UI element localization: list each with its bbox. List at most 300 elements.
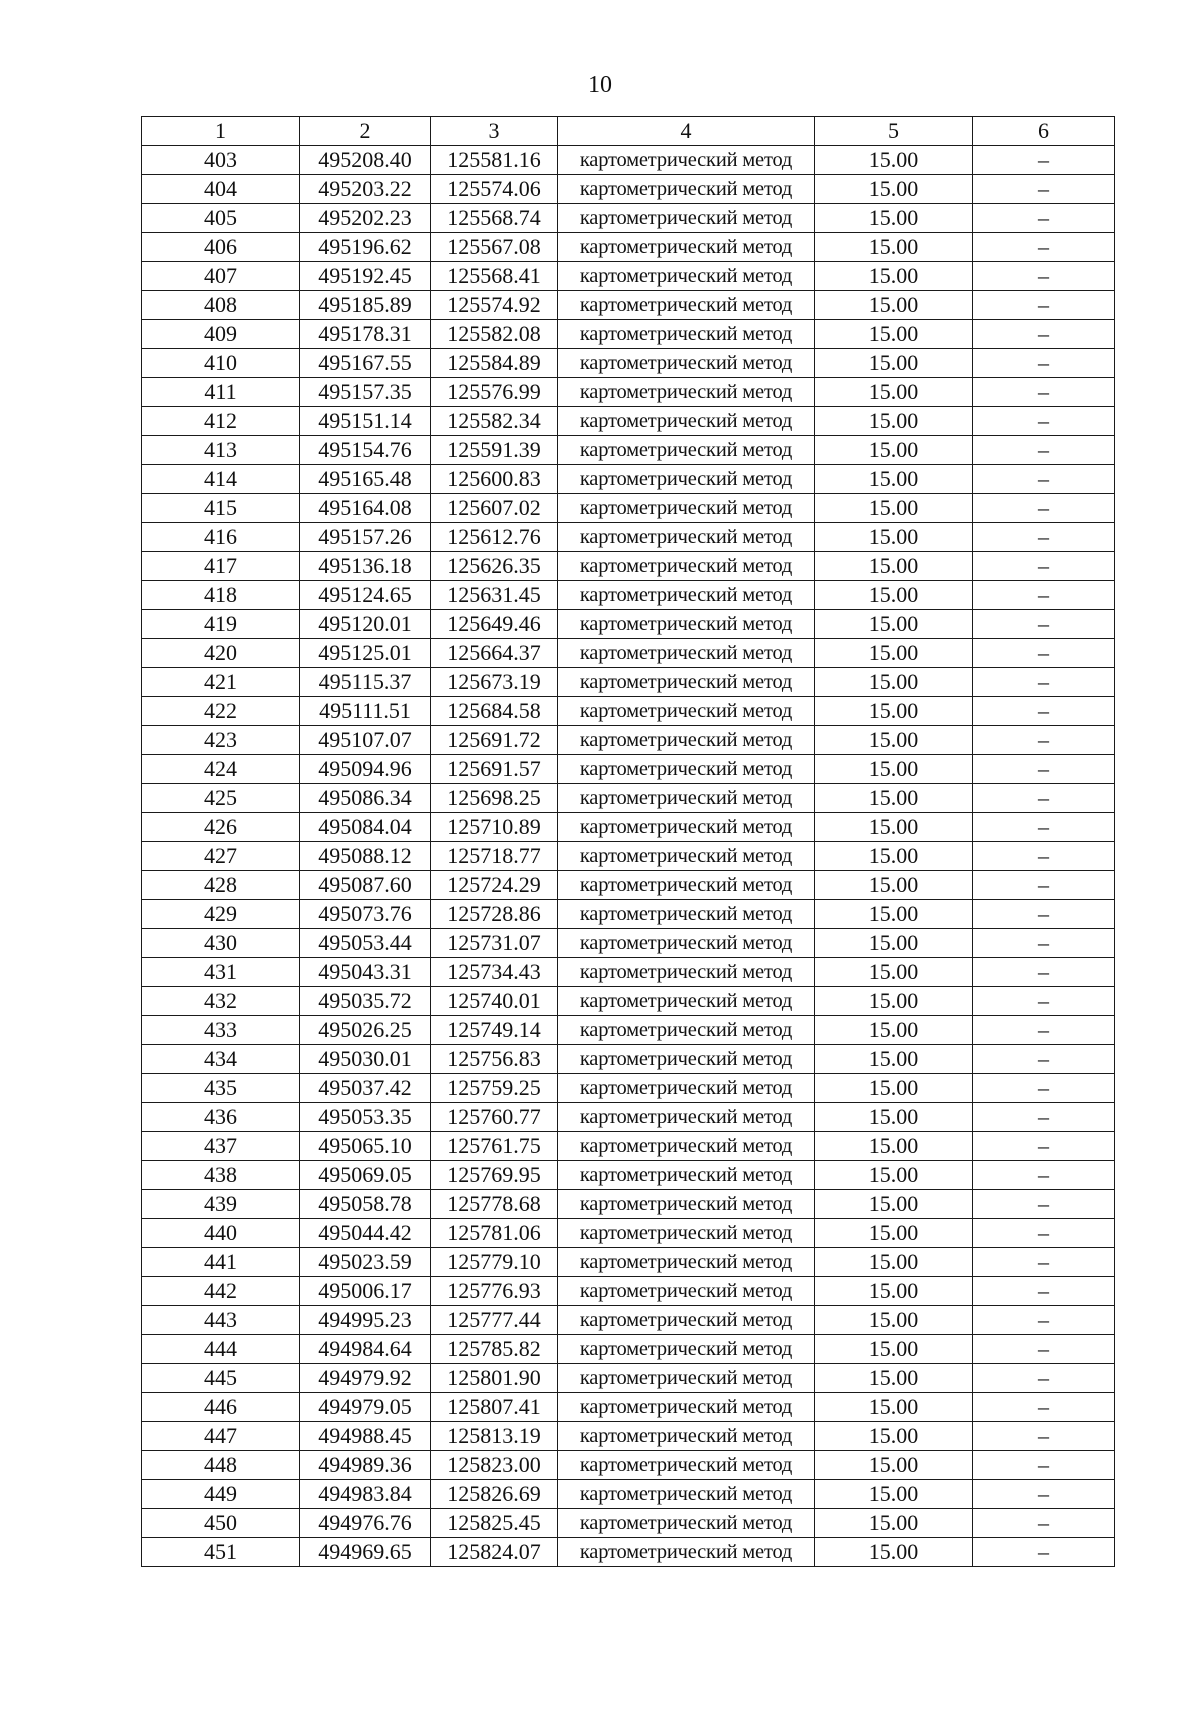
method-cell: картометрический метод: [558, 755, 815, 784]
note-cell: –: [973, 1219, 1115, 1248]
table-row: [142, 436, 1115, 465]
point-number-cell: 441: [142, 1248, 300, 1277]
precision-cell: 15.00: [815, 233, 973, 262]
x-coordinate-cell: 495026.25: [300, 1016, 431, 1045]
y-coordinate-cell: 125581.16: [431, 146, 558, 175]
precision-cell: 15.00: [815, 1422, 973, 1451]
x-coordinate-cell: 495037.42: [300, 1074, 431, 1103]
precision-cell: 15.00: [815, 871, 973, 900]
table-row: [142, 233, 1115, 262]
note-cell: –: [973, 233, 1115, 262]
point-number-cell: 451: [142, 1538, 300, 1567]
x-coordinate-cell: 494979.92: [300, 1364, 431, 1393]
x-coordinate-cell: 495087.60: [300, 871, 431, 900]
point-number-cell: 422: [142, 697, 300, 726]
x-coordinate-cell: 495053.35: [300, 1103, 431, 1132]
y-coordinate-cell: 125582.08: [431, 320, 558, 349]
column-header-6: 6: [973, 117, 1115, 146]
note-cell: –: [973, 175, 1115, 204]
note-cell: –: [973, 1045, 1115, 1074]
precision-cell: 15.00: [815, 842, 973, 871]
table-row: [142, 1074, 1115, 1103]
precision-cell: 15.00: [815, 958, 973, 987]
precision-cell: 15.00: [815, 1016, 973, 1045]
method-cell: картометрический метод: [558, 1103, 815, 1132]
method-cell: картометрический метод: [558, 407, 815, 436]
y-coordinate-cell: 125698.25: [431, 784, 558, 813]
x-coordinate-cell: 494976.76: [300, 1509, 431, 1538]
table-row: [142, 291, 1115, 320]
table-row: [142, 668, 1115, 697]
precision-cell: 15.00: [815, 929, 973, 958]
x-coordinate-cell: 495151.14: [300, 407, 431, 436]
precision-cell: 15.00: [815, 320, 973, 349]
table-row: [142, 784, 1115, 813]
point-number-cell: 410: [142, 349, 300, 378]
note-cell: –: [973, 610, 1115, 639]
method-cell: картометрический метод: [558, 1190, 815, 1219]
point-number-cell: 440: [142, 1219, 300, 1248]
note-cell: –: [973, 1161, 1115, 1190]
x-coordinate-cell: 495073.76: [300, 900, 431, 929]
method-cell: картометрический метод: [558, 581, 815, 610]
x-coordinate-cell: 495203.22: [300, 175, 431, 204]
x-coordinate-cell: 495178.31: [300, 320, 431, 349]
point-number-cell: 420: [142, 639, 300, 668]
table-row: [142, 1480, 1115, 1509]
y-coordinate-cell: 125673.19: [431, 668, 558, 697]
point-number-cell: 447: [142, 1422, 300, 1451]
x-coordinate-cell: 495164.08: [300, 494, 431, 523]
point-number-cell: 412: [142, 407, 300, 436]
x-coordinate-cell: 495084.04: [300, 813, 431, 842]
method-cell: картометрический метод: [558, 291, 815, 320]
x-coordinate-cell: 495157.35: [300, 378, 431, 407]
y-coordinate-cell: 125684.58: [431, 697, 558, 726]
point-number-cell: 407: [142, 262, 300, 291]
note-cell: –: [973, 813, 1115, 842]
method-cell: картометрический метод: [558, 1509, 815, 1538]
x-coordinate-cell: 495154.76: [300, 436, 431, 465]
note-cell: –: [973, 1422, 1115, 1451]
precision-cell: 15.00: [815, 1277, 973, 1306]
precision-cell: 15.00: [815, 407, 973, 436]
method-cell: картометрический метод: [558, 610, 815, 639]
y-coordinate-cell: 125649.46: [431, 610, 558, 639]
table-row: [142, 987, 1115, 1016]
note-cell: –: [973, 1509, 1115, 1538]
method-cell: картометрический метод: [558, 697, 815, 726]
y-coordinate-cell: 125785.82: [431, 1335, 558, 1364]
note-cell: –: [973, 697, 1115, 726]
precision-cell: 15.00: [815, 755, 973, 784]
x-coordinate-cell: 495124.65: [300, 581, 431, 610]
table-row: [142, 581, 1115, 610]
method-cell: картометрический метод: [558, 1335, 815, 1364]
point-number-cell: 431: [142, 958, 300, 987]
table-row: [142, 697, 1115, 726]
x-coordinate-cell: 495208.40: [300, 146, 431, 175]
precision-cell: 15.00: [815, 146, 973, 175]
point-number-cell: 436: [142, 1103, 300, 1132]
table-row: [142, 1306, 1115, 1335]
note-cell: –: [973, 1016, 1115, 1045]
table-header-row: [142, 117, 1115, 146]
column-header-1: 1: [142, 117, 300, 146]
table-row: [142, 958, 1115, 987]
note-cell: –: [973, 146, 1115, 175]
precision-cell: 15.00: [815, 465, 973, 494]
y-coordinate-cell: 125779.10: [431, 1248, 558, 1277]
method-cell: картометрический метод: [558, 465, 815, 494]
note-cell: –: [973, 668, 1115, 697]
y-coordinate-cell: 125824.07: [431, 1538, 558, 1567]
x-coordinate-cell: 494989.36: [300, 1451, 431, 1480]
point-number-cell: 413: [142, 436, 300, 465]
x-coordinate-cell: 495115.37: [300, 668, 431, 697]
y-coordinate-cell: 125582.34: [431, 407, 558, 436]
method-cell: картометрический метод: [558, 1074, 815, 1103]
note-cell: –: [973, 1277, 1115, 1306]
x-coordinate-cell: 495125.01: [300, 639, 431, 668]
method-cell: картометрический метод: [558, 1364, 815, 1393]
point-number-cell: 403: [142, 146, 300, 175]
method-cell: картометрический метод: [558, 900, 815, 929]
point-number-cell: 428: [142, 871, 300, 900]
note-cell: –: [973, 320, 1115, 349]
table-row: [142, 320, 1115, 349]
note-cell: –: [973, 407, 1115, 436]
method-cell: картометрический метод: [558, 523, 815, 552]
precision-cell: 15.00: [815, 436, 973, 465]
note-cell: –: [973, 349, 1115, 378]
y-coordinate-cell: 125825.45: [431, 1509, 558, 1538]
table-row: [142, 1422, 1115, 1451]
table-row: [142, 1016, 1115, 1045]
method-cell: картометрический метод: [558, 1161, 815, 1190]
table-row: [142, 1132, 1115, 1161]
table-row: [142, 378, 1115, 407]
table-row: [142, 465, 1115, 494]
x-coordinate-cell: 495094.96: [300, 755, 431, 784]
method-cell: картометрический метод: [558, 726, 815, 755]
note-cell: –: [973, 291, 1115, 320]
point-number-cell: 415: [142, 494, 300, 523]
x-coordinate-cell: 495065.10: [300, 1132, 431, 1161]
point-number-cell: 437: [142, 1132, 300, 1161]
precision-cell: 15.00: [815, 900, 973, 929]
point-number-cell: 414: [142, 465, 300, 494]
x-coordinate-cell: 495044.42: [300, 1219, 431, 1248]
table-row: [142, 1277, 1115, 1306]
method-cell: картометрический метод: [558, 436, 815, 465]
table-row: [142, 407, 1115, 436]
note-cell: –: [973, 552, 1115, 581]
y-coordinate-cell: 125718.77: [431, 842, 558, 871]
x-coordinate-cell: 495053.44: [300, 929, 431, 958]
precision-cell: 15.00: [815, 1190, 973, 1219]
note-cell: –: [973, 1480, 1115, 1509]
x-coordinate-cell: 494979.05: [300, 1393, 431, 1422]
method-cell: картометрический метод: [558, 262, 815, 291]
point-number-cell: 438: [142, 1161, 300, 1190]
table-row: [142, 175, 1115, 204]
point-number-cell: 434: [142, 1045, 300, 1074]
precision-cell: 15.00: [815, 610, 973, 639]
y-coordinate-cell: 125813.19: [431, 1422, 558, 1451]
method-cell: картометрический метод: [558, 233, 815, 262]
point-number-cell: 435: [142, 1074, 300, 1103]
table-row: [142, 552, 1115, 581]
y-coordinate-cell: 125740.01: [431, 987, 558, 1016]
x-coordinate-cell: 495202.23: [300, 204, 431, 233]
method-cell: картометрический метод: [558, 813, 815, 842]
y-coordinate-cell: 125664.37: [431, 639, 558, 668]
point-number-cell: 432: [142, 987, 300, 1016]
precision-cell: 15.00: [815, 1248, 973, 1277]
point-number-cell: 442: [142, 1277, 300, 1306]
precision-cell: 15.00: [815, 494, 973, 523]
y-coordinate-cell: 125626.35: [431, 552, 558, 581]
precision-cell: 15.00: [815, 1132, 973, 1161]
precision-cell: 15.00: [815, 175, 973, 204]
method-cell: картометрический метод: [558, 1219, 815, 1248]
point-number-cell: 423: [142, 726, 300, 755]
y-coordinate-cell: 125568.74: [431, 204, 558, 233]
point-number-cell: 416: [142, 523, 300, 552]
x-coordinate-cell: 495111.51: [300, 697, 431, 726]
note-cell: –: [973, 1364, 1115, 1393]
y-coordinate-cell: 125576.99: [431, 378, 558, 407]
table-row: [142, 1509, 1115, 1538]
method-cell: картометрический метод: [558, 668, 815, 697]
point-number-cell: 406: [142, 233, 300, 262]
method-cell: картометрический метод: [558, 320, 815, 349]
x-coordinate-cell: 494969.65: [300, 1538, 431, 1567]
y-coordinate-cell: 125612.76: [431, 523, 558, 552]
method-cell: картометрический метод: [558, 175, 815, 204]
note-cell: –: [973, 1451, 1115, 1480]
table-row: [142, 349, 1115, 378]
precision-cell: 15.00: [815, 552, 973, 581]
y-coordinate-cell: 125584.89: [431, 349, 558, 378]
precision-cell: 15.00: [815, 1074, 973, 1103]
y-coordinate-cell: 125777.44: [431, 1306, 558, 1335]
point-number-cell: 444: [142, 1335, 300, 1364]
y-coordinate-cell: 125574.92: [431, 291, 558, 320]
note-cell: –: [973, 1538, 1115, 1567]
precision-cell: 15.00: [815, 349, 973, 378]
method-cell: картометрический метод: [558, 552, 815, 581]
point-number-cell: 433: [142, 1016, 300, 1045]
y-coordinate-cell: 125631.45: [431, 581, 558, 610]
y-coordinate-cell: 125776.93: [431, 1277, 558, 1306]
x-coordinate-cell: 495023.59: [300, 1248, 431, 1277]
table-row: [142, 842, 1115, 871]
table-row: [142, 146, 1115, 175]
table-row: [142, 1045, 1115, 1074]
y-coordinate-cell: 125749.14: [431, 1016, 558, 1045]
table-row: [142, 1364, 1115, 1393]
method-cell: картометрический метод: [558, 1248, 815, 1277]
table-row: [142, 1161, 1115, 1190]
precision-cell: 15.00: [815, 1364, 973, 1393]
precision-cell: 15.00: [815, 523, 973, 552]
x-coordinate-cell: 495069.05: [300, 1161, 431, 1190]
table-body: [142, 146, 1115, 1567]
point-number-cell: 439: [142, 1190, 300, 1219]
point-number-cell: 427: [142, 842, 300, 871]
point-number-cell: 429: [142, 900, 300, 929]
y-coordinate-cell: 125568.41: [431, 262, 558, 291]
precision-cell: 15.00: [815, 291, 973, 320]
precision-cell: 15.00: [815, 1451, 973, 1480]
x-coordinate-cell: 495086.34: [300, 784, 431, 813]
point-number-cell: 445: [142, 1364, 300, 1393]
method-cell: картометрический метод: [558, 1480, 815, 1509]
note-cell: –: [973, 1103, 1115, 1132]
table-row: [142, 726, 1115, 755]
precision-cell: 15.00: [815, 581, 973, 610]
method-cell: картометрический метод: [558, 958, 815, 987]
note-cell: –: [973, 436, 1115, 465]
method-cell: картометрический метод: [558, 639, 815, 668]
x-coordinate-cell: 495157.26: [300, 523, 431, 552]
point-number-cell: 430: [142, 929, 300, 958]
y-coordinate-cell: 125801.90: [431, 1364, 558, 1393]
note-cell: –: [973, 1190, 1115, 1219]
y-coordinate-cell: 125691.72: [431, 726, 558, 755]
column-header-2: 2: [300, 117, 431, 146]
point-number-cell: 421: [142, 668, 300, 697]
method-cell: картометрический метод: [558, 146, 815, 175]
point-number-cell: 404: [142, 175, 300, 204]
precision-cell: 15.00: [815, 1219, 973, 1248]
x-coordinate-cell: 495088.12: [300, 842, 431, 871]
method-cell: картометрический метод: [558, 1016, 815, 1045]
note-cell: –: [973, 900, 1115, 929]
coordinates-table: [141, 116, 1115, 1567]
method-cell: картометрический метод: [558, 349, 815, 378]
point-number-cell: 417: [142, 552, 300, 581]
point-number-cell: 418: [142, 581, 300, 610]
note-cell: –: [973, 987, 1115, 1016]
note-cell: –: [973, 871, 1115, 900]
method-cell: картометрический метод: [558, 929, 815, 958]
x-coordinate-cell: 495043.31: [300, 958, 431, 987]
point-number-cell: 443: [142, 1306, 300, 1335]
precision-cell: 15.00: [815, 697, 973, 726]
note-cell: –: [973, 1306, 1115, 1335]
x-coordinate-cell: 494995.23: [300, 1306, 431, 1335]
note-cell: –: [973, 929, 1115, 958]
table-row: [142, 871, 1115, 900]
table-row: [142, 929, 1115, 958]
point-number-cell: 405: [142, 204, 300, 233]
precision-cell: 15.00: [815, 784, 973, 813]
table-row: [142, 1451, 1115, 1480]
method-cell: картометрический метод: [558, 1132, 815, 1161]
table-row: [142, 1103, 1115, 1132]
y-coordinate-cell: 125728.86: [431, 900, 558, 929]
method-cell: картометрический метод: [558, 1306, 815, 1335]
note-cell: –: [973, 494, 1115, 523]
note-cell: –: [973, 958, 1115, 987]
note-cell: –: [973, 726, 1115, 755]
y-coordinate-cell: 125591.39: [431, 436, 558, 465]
precision-cell: 15.00: [815, 378, 973, 407]
x-coordinate-cell: 495192.45: [300, 262, 431, 291]
y-coordinate-cell: 125826.69: [431, 1480, 558, 1509]
table-row: [142, 1219, 1115, 1248]
precision-cell: 15.00: [815, 1335, 973, 1364]
x-coordinate-cell: 495165.48: [300, 465, 431, 494]
column-header-3: 3: [431, 117, 558, 146]
method-cell: картометрический метод: [558, 494, 815, 523]
note-cell: –: [973, 204, 1115, 233]
table-row: [142, 900, 1115, 929]
method-cell: картометрический метод: [558, 204, 815, 233]
method-cell: картометрический метод: [558, 987, 815, 1016]
precision-cell: 15.00: [815, 262, 973, 291]
note-cell: –: [973, 523, 1115, 552]
page-number: 10: [588, 72, 612, 98]
note-cell: –: [973, 639, 1115, 668]
table-row: [142, 1393, 1115, 1422]
note-cell: –: [973, 1074, 1115, 1103]
x-coordinate-cell: 495030.01: [300, 1045, 431, 1074]
note-cell: –: [973, 1393, 1115, 1422]
method-cell: картометрический метод: [558, 1393, 815, 1422]
point-number-cell: 408: [142, 291, 300, 320]
x-coordinate-cell: 495196.62: [300, 233, 431, 262]
point-number-cell: 409: [142, 320, 300, 349]
precision-cell: 15.00: [815, 987, 973, 1016]
point-number-cell: 446: [142, 1393, 300, 1422]
y-coordinate-cell: 125781.06: [431, 1219, 558, 1248]
y-coordinate-cell: 125823.00: [431, 1451, 558, 1480]
note-cell: –: [973, 581, 1115, 610]
precision-cell: 15.00: [815, 639, 973, 668]
point-number-cell: 424: [142, 755, 300, 784]
note-cell: –: [973, 755, 1115, 784]
table-row: [142, 1190, 1115, 1219]
point-number-cell: 419: [142, 610, 300, 639]
x-coordinate-cell: 494988.45: [300, 1422, 431, 1451]
precision-cell: 15.00: [815, 668, 973, 697]
method-cell: картометрический метод: [558, 1277, 815, 1306]
precision-cell: 15.00: [815, 813, 973, 842]
point-number-cell: 449: [142, 1480, 300, 1509]
precision-cell: 15.00: [815, 1045, 973, 1074]
precision-cell: 15.00: [815, 1480, 973, 1509]
table-row: [142, 755, 1115, 784]
precision-cell: 15.00: [815, 1306, 973, 1335]
precision-cell: 15.00: [815, 1509, 973, 1538]
precision-cell: 15.00: [815, 726, 973, 755]
method-cell: картометрический метод: [558, 1422, 815, 1451]
column-header-5: 5: [815, 117, 973, 146]
note-cell: –: [973, 1335, 1115, 1364]
x-coordinate-cell: 495185.89: [300, 291, 431, 320]
x-coordinate-cell: 495120.01: [300, 610, 431, 639]
y-coordinate-cell: 125807.41: [431, 1393, 558, 1422]
table-row: [142, 1538, 1115, 1567]
x-coordinate-cell: 495167.55: [300, 349, 431, 378]
point-number-cell: 450: [142, 1509, 300, 1538]
precision-cell: 15.00: [815, 1393, 973, 1422]
y-coordinate-cell: 125691.57: [431, 755, 558, 784]
